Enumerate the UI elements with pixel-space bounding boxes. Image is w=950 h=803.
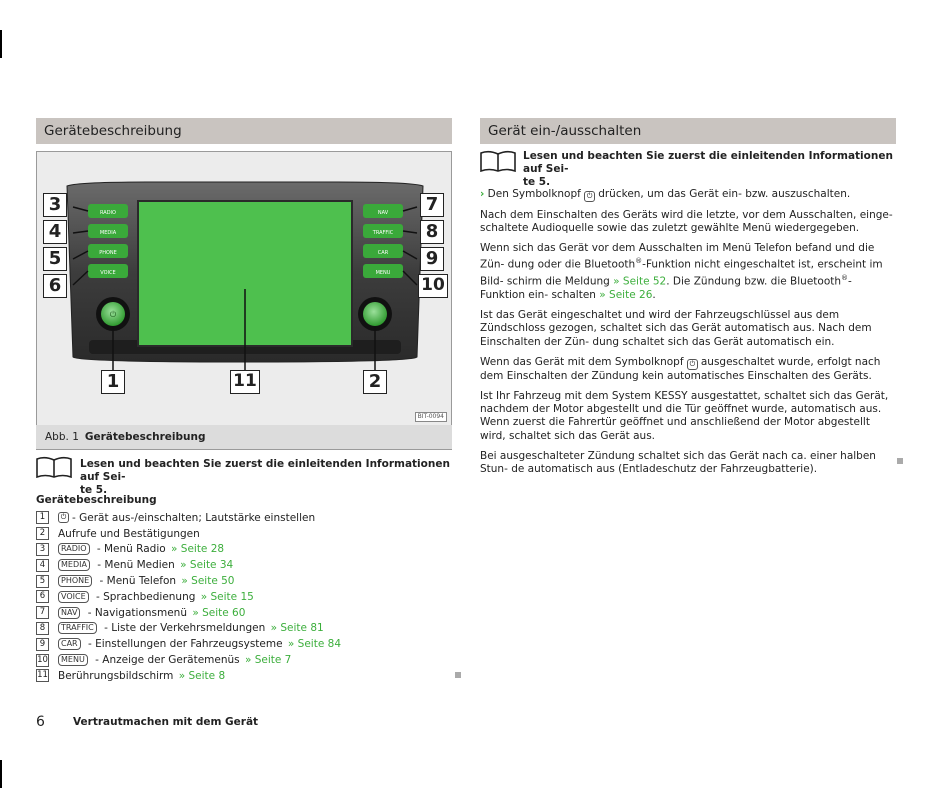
legend-number: 8: [36, 622, 49, 635]
arrow-icon: ›: [480, 188, 485, 200]
legend-link[interactable]: » Seite 8: [178, 669, 226, 682]
legend-link[interactable]: » Seite 81: [270, 622, 324, 635]
paragraph-7: Bei ausgeschalteter Zündung schaltet sich das Gerät nach ca. einer halben Stun- de automatisch aus (Entladeschutz der Fahrzeugbatterie).: [480, 449, 876, 476]
p3-d: -Funktion ein- schalten: [480, 275, 852, 302]
legend-number: 4: [36, 559, 49, 572]
infotainment-illustration: [37, 152, 453, 451]
key-label: NAV: [58, 607, 80, 619]
book-icon: [36, 456, 72, 478]
right-body: [480, 188, 896, 483]
legend-number: 1: [36, 511, 49, 524]
callout-5: 5: [43, 247, 67, 271]
legend-text: - Menü Medien: [93, 559, 179, 572]
legend-item: [36, 621, 456, 637]
book-icon: [480, 150, 516, 172]
select-knob: [363, 302, 387, 326]
paragraph-6: Ist Ihr Fahrzeug mit dem System KESSY ausgestattet, schaltet sich das Gerät, nachdem der Motor abgestellt und die Tür geöffnet wurde, automatisch aus. Wenn zuerst die Fahrertür geöffnet und anschließend der Motor abgestellt wird, schaltet sich das Gerät aus.: [480, 389, 889, 442]
key-label: MEDIA: [58, 559, 90, 571]
end-mark-right: [897, 458, 903, 464]
section-heading-left-text: Gerätebeschreibung: [44, 123, 182, 139]
end-mark-left: [455, 672, 461, 678]
callout-10: 10: [418, 274, 448, 298]
legend-item: [36, 510, 456, 526]
legend-number: 5: [36, 575, 49, 588]
legend-link[interactable]: » Seite 60: [192, 606, 246, 619]
note-left: [36, 456, 452, 496]
legend-text: - Sprachbedienung: [92, 590, 199, 603]
caption-title: Gerätebeschreibung: [84, 431, 206, 443]
callout-1: 1: [101, 370, 125, 394]
paragraph-2: Nach dem Einschalten des Geräts wird die letzte, vor dem Ausschalten, einge- schaltete Audioquelle sowie das zuletzt gewählte Menü wiedergegeben.: [480, 208, 893, 234]
link-seite-52[interactable]: » Seite 52: [613, 275, 667, 288]
power-button-icon: ⏻: [584, 191, 595, 202]
legend-number: 11: [37, 670, 48, 681]
legend-title: Gerätebeschreibung: [36, 494, 157, 506]
power-button-icon: ⏻: [58, 512, 69, 523]
callout-11: 11: [230, 370, 260, 394]
legend-link[interactable]: » Seite 50: [181, 575, 235, 588]
figure-caption: [36, 425, 452, 449]
legend-item: [36, 542, 456, 558]
legend-item: [36, 652, 456, 668]
hw-label-traffic: TRAFFIC: [372, 230, 394, 236]
key-label: CAR: [58, 638, 81, 650]
p1-a: Den Symbolknopf: [487, 188, 581, 200]
paragraph-3: Wenn sich das Gerät vor dem Ausschalten im Menü Telefon befand und die Zün- dung oder die Bluetooth®-Funktion nicht eingeschaltet ist, erscheint im Bild- schirm die Meldung » Seite 52. Die Zündung bzw. die Bluetooth®-Funktion ein- schalten » Seite 26.: [480, 241, 883, 302]
p3-a: Wenn sich das Gerät vor dem Ausschalten im Menü Telefon befand und die Zün- dung oder die Bluetooth: [480, 241, 875, 271]
figure-id: BIT-0094: [415, 412, 447, 422]
device-figure: [36, 151, 452, 450]
hw-label-phone: PHONE: [99, 250, 117, 256]
callout-6: 6: [43, 274, 67, 298]
legend-item: [36, 573, 456, 589]
callout-8: 8: [420, 220, 444, 244]
p3-b: -Funktion nicht eingeschaltet ist, erscheint im Bild- schirm die Meldung: [480, 258, 883, 288]
legend-link[interactable]: » Seite 34: [180, 559, 234, 572]
legend-link[interactable]: » Seite 7: [244, 654, 292, 667]
p5-b: ausgeschaltet wurde, erfolgt nach dem Einschalten der Zündung kein automatisches Einschalten des Geräts.: [480, 355, 881, 382]
key-label: TRAFFIC: [58, 622, 97, 634]
p3-c: . Die Zündung bzw. die Bluetooth: [666, 275, 842, 288]
legend-text: Aufrufe und Bestätigungen: [58, 527, 200, 540]
key-label: VOICE: [58, 591, 89, 603]
chapter-title: Vertrautmachen mit dem Gerät: [73, 716, 259, 728]
legend-number: 2: [36, 527, 49, 540]
caption-prefix: Abb. 1: [45, 431, 79, 443]
link-seite-26[interactable]: » Seite 26: [599, 289, 653, 302]
key-label: RADIO: [58, 543, 90, 555]
instruction-step: [480, 188, 896, 202]
legend-text: - Anzeige der Gerätemenüs: [91, 654, 243, 667]
legend-number: 10: [37, 654, 48, 665]
legend-item: [36, 605, 456, 621]
note-right-text: [523, 150, 895, 189]
key-label: PHONE: [58, 575, 92, 587]
note-left-line1: Lesen und beachten Sie zuerst die einleitenden Informationen auf Sei-: [80, 458, 450, 483]
crop-mark-top: [0, 30, 2, 58]
note-right-line2: te 5.: [523, 176, 551, 188]
hw-label-car: CAR: [377, 250, 389, 256]
page-number: 6: [36, 714, 45, 730]
note-right-line1: Lesen und beachten Sie zuerst die einleitenden Informationen auf Sei-: [523, 150, 893, 175]
hw-label-voice: VOICE: [100, 270, 116, 276]
hw-label-radio: RADIO: [100, 210, 116, 216]
section-heading-right-text: Gerät ein-/ausschalten: [488, 123, 642, 139]
paragraph-5: [480, 356, 896, 383]
callout-3: 3: [43, 193, 67, 217]
power-symbol-icon: ⏻: [109, 310, 117, 319]
p5-a: Wenn das Gerät mit dem Symbolknopf: [480, 355, 684, 368]
key-label: MENU: [58, 654, 88, 666]
note-right: [480, 150, 896, 188]
legend-link[interactable]: » Seite 28: [171, 543, 225, 556]
crop-mark-bottom: [0, 760, 2, 788]
legend-link[interactable]: » Seite 84: [287, 638, 342, 651]
callout-7: 7: [420, 193, 444, 217]
legend-text: - Menü Radio: [93, 543, 170, 556]
paragraph-4: Ist das Gerät eingeschaltet und wird der Fahrzeugschlüssel aus dem Zündschloss gezogen, schaltet sich das Gerät automatisch aus. Nach dem Einschalten der Zün- dung schaltet sich das Gerät automatisch ein.: [480, 308, 872, 348]
callout-9: 9: [420, 247, 444, 271]
legend-item: [36, 668, 456, 684]
p1-b: drücken, um das Gerät ein- bzw. auszuschalten.: [598, 188, 851, 200]
legend-item: [36, 636, 456, 652]
legend-text: - Einstellungen der Fahrzeugsysteme: [84, 638, 286, 651]
legend-text: - Liste der Verkehrsmeldungen: [100, 622, 269, 635]
legend-item: [36, 526, 456, 542]
section-heading-left: [36, 118, 452, 144]
legend-text: - Gerät aus-/einschalten; Lautstärke einstellen: [72, 511, 316, 524]
legend-text: Berührungsbildschirm: [58, 669, 177, 682]
legend-list: [36, 510, 456, 684]
callout-4: 4: [43, 220, 67, 244]
hw-label-menu: MENU: [375, 270, 391, 276]
note-left-text: [80, 458, 452, 497]
legend-link[interactable]: » Seite 15: [200, 590, 254, 603]
legend-number: 3: [36, 543, 49, 556]
hw-label-media: MEDIA: [99, 230, 117, 236]
note-left-line2: te 5.: [80, 484, 108, 496]
legend-item: [36, 557, 456, 573]
legend-text: - Navigationsmenü: [84, 606, 191, 619]
legend-text: - Menü Telefon: [96, 575, 180, 588]
callout-2: 2: [363, 370, 387, 394]
power-button-icon: ⏻: [687, 359, 698, 370]
legend-item: [36, 589, 456, 605]
hw-label-nav: NAV: [377, 210, 389, 216]
section-heading-right: [480, 118, 896, 144]
legend-number: 7: [36, 606, 49, 619]
legend-number: 9: [36, 638, 49, 651]
legend-number: 6: [36, 590, 49, 603]
